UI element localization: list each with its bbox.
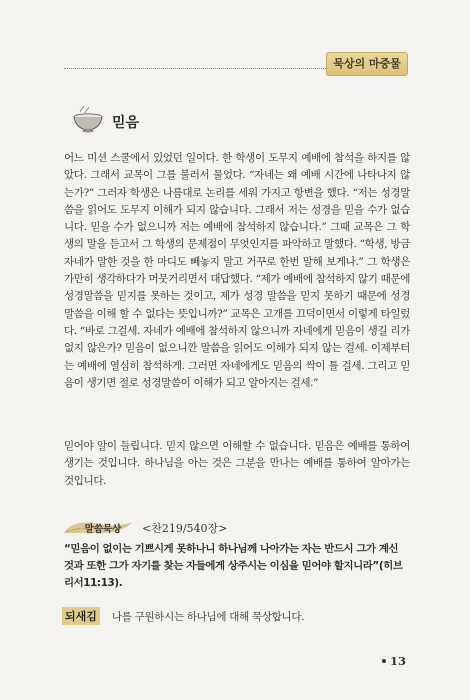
scripture-verse: “믿음이 없이는 기쁘시게 못하나니 하나님께 나아가는 자는 반드시 그가 계신 것과 또한 그가 자기를 찾는 자들에게 상주시는 이심을 믿어야 할지니라”(히브리서11:13). (64, 543, 403, 589)
section-title: 믿음 (112, 115, 140, 131)
reflection-text: 나를 구원하시는 하나님에 대해 묵상합니다. (111, 610, 305, 623)
bowl-icon (70, 105, 106, 133)
page-number-text: 13 (390, 654, 407, 668)
header-divider (64, 68, 326, 69)
story-paragraph: 어느 미션 스쿨에서 있었던 일이다. 한 학생이 도무지 예배에 참석을 하지를 않았다. 그래서 교목이 그를 불러서 물었다. “자네는 왜 예배 시간에 나타나지 않는가?” 그러자 학생은 나름대로 논리를 세워 가지고 항변을 했다. “저는 성경말씀을 읽어도 도무지 이해가 되지 않습니다. 그래서 저는 성경을 믿을 수가 없습니다. 믿을 수가 없으니까 저는 예배에 참석하지 않습니다.” 그때 교목은 그 학생의 말을 듣고서 그 학생의 문제점이 무엇인지를 파악하고 말했다. “학생, 방금 자네가 말한 것을 한 마디도 빼놓지 말고 거꾸로 한번 말해 보게나.” 그 학생은 가만히 생각하다가 머뭇거리면서 대답했다. “제가 예배에 참석하지 않기 때문에 성경말씀을 믿지를 못하는 것이고, 제가 성경 말씀을 믿지 못하기 때문에 성경 말씀을 이해 할 수 없다는 뜻입니까?” 교목은 고개를 끄덕이면서 이렇게 타일렀다. “바로 그걸세. 자네가 예배에 참석하지 않으니까 자네에게 믿음이 생길 리가 없지 않은가? 믿음이 없으니깐 말씀을 읽어도 이해가 되지 않는 걸세. 이제부터는 예배에 열심히 참석하게. 그러면 자네에게도 믿음의 싹이 틀 걸세. 그리고 믿음이 생기면 절로 성경말씀이 이해가 되고 알아지는 걸세.” (64, 152, 410, 389)
summary-paragraph: 믿어야 알이 들립니다. 믿지 않으면 이해할 수 없습니다. 믿음은 예배를 통하여 생기는 것입니다. 하나님을 아는 것은 그분을 만나는 예배를 통하여 알아가는 것입니다. (64, 440, 410, 487)
reflection-label: 되새김 (62, 607, 100, 625)
reflection-row (62, 607, 304, 625)
hymn-badge-label: 말씀묵상 (84, 524, 122, 535)
hymn-row (62, 519, 227, 537)
page-number (382, 654, 406, 668)
header-tab: 묵상의 마중물 (326, 52, 408, 76)
section-heading (70, 104, 139, 134)
hymn-reference: <찬219/540장> (142, 522, 228, 535)
bullet-icon (382, 659, 386, 663)
hymn-badge (62, 520, 134, 536)
